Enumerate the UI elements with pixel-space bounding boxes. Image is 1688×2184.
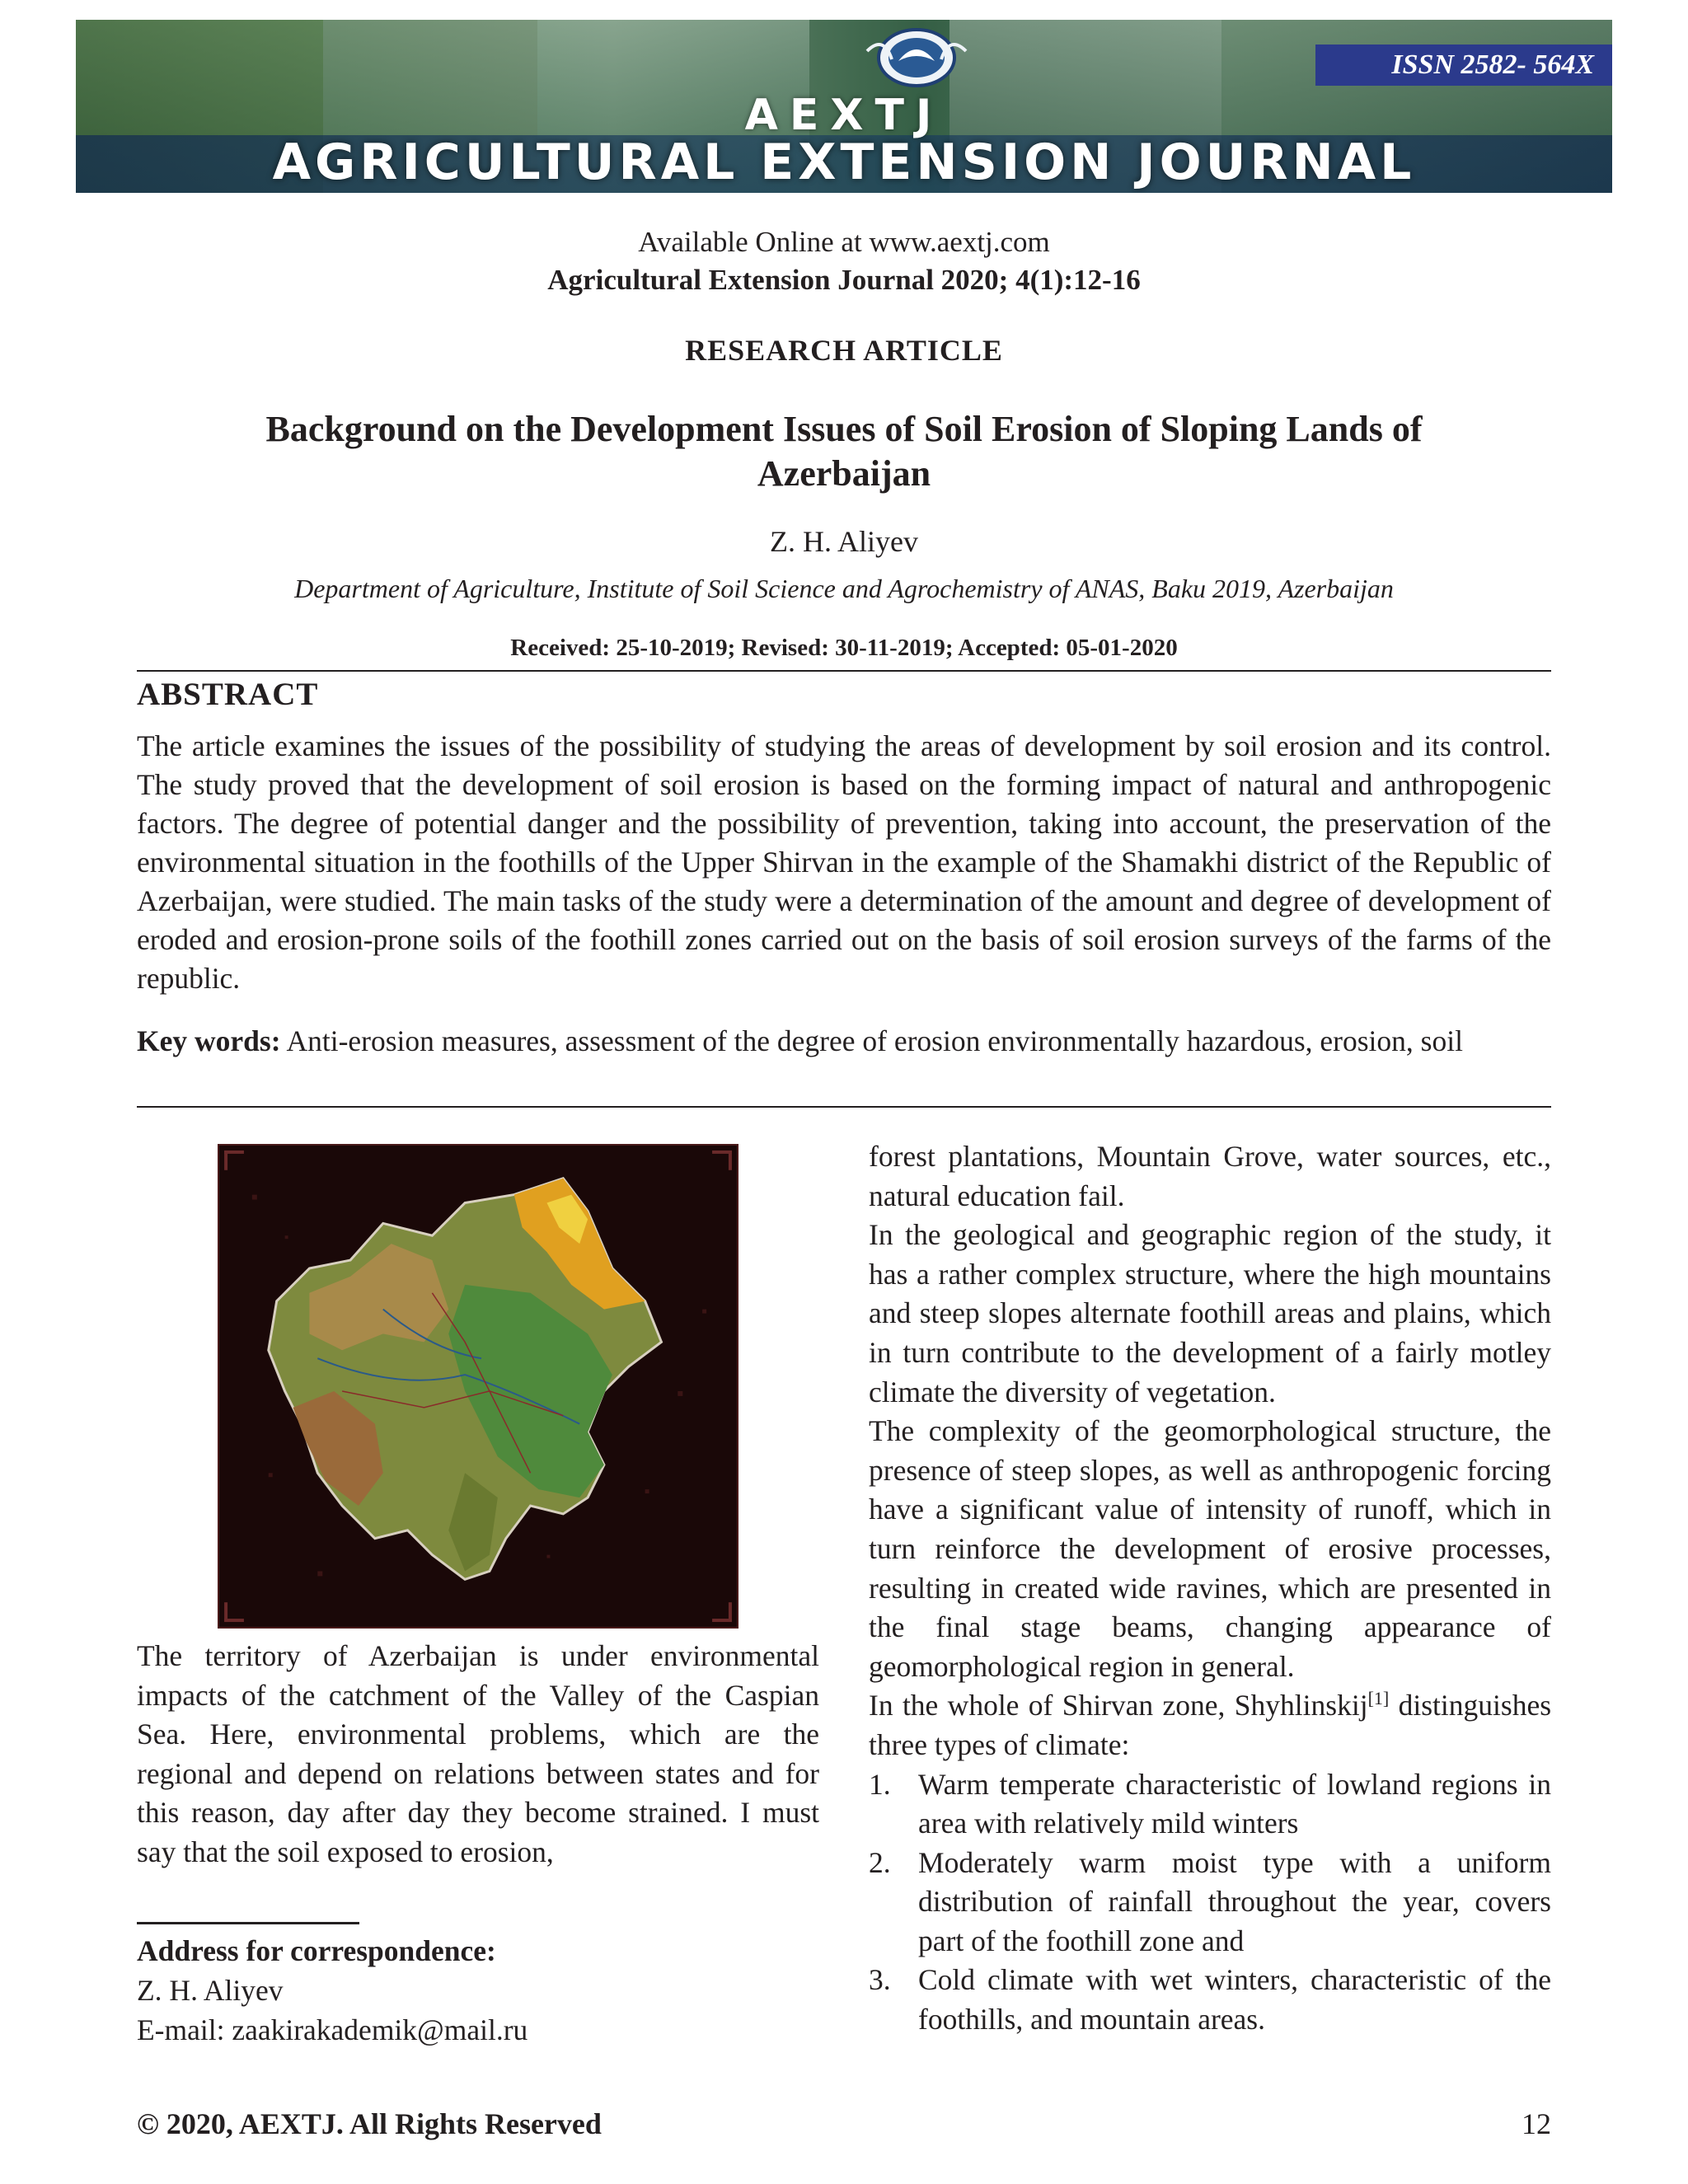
list-item [869, 1844, 1551, 1961]
list-number: 1. [869, 1767, 891, 1801]
climate-intro-text: In the whole of Shirvan zone, Shyhlinskij [869, 1689, 1368, 1722]
body-paragraph: In the geological and geographic region of the study, it has a rather complex structure, where the high mountains and steep slopes alternate foothill areas and plains, which in turn contribute to the development of a fairly motley climate the diversity of vegetation. [869, 1218, 1551, 1408]
correspondence-heading: Address for correspondence: [137, 1934, 496, 1967]
correspondence-email: E-mail: zaakirakademik@mail.ru [137, 2013, 528, 2046]
list-item [869, 1765, 1551, 1844]
climate-intro-end: distinguishes three types of climate: [869, 1689, 1552, 1761]
journal-acronym: AEXTJ [744, 91, 944, 140]
azerbaijan-relief-map [218, 1144, 738, 1629]
list-item [869, 1961, 1551, 2039]
copyright-notice: © 2020, AEXTJ. All Rights Reserved [137, 2107, 602, 2140]
body-left-paragraph: The territory of Azerbaijan is under environmental impacts of the catchment of the Valley of the Caspian Sea. Here, environmental problems, which are the regional and depend on relations between states and for this reason, day after day they become strained. I must say that the soil exposed to erosion, [137, 1639, 819, 1868]
journal-citation: Agricultural Extension Journal 2020; 4(1):12-16 [547, 264, 1141, 296]
issn-badge: ISSN 2582- 564X [1315, 45, 1612, 86]
article-dates: Received: 25-10-2019; Revised: 30-11-2019; Accepted: 05-01-2020 [510, 635, 1178, 661]
body-paragraph: forest plantations, Mountain Grove, water sources, etc., natural education fail. [869, 1140, 1551, 1212]
footnote-divider [137, 1922, 359, 1924]
body-paragraph [869, 1686, 1551, 1765]
correspondence-name: Z. H. Aliyev [137, 1974, 284, 2007]
article-title: Background on the Development Issues of Soil Erosion of Sloping Lands of Azerbaijan [265, 409, 1423, 494]
journal-logo-icon [834, 26, 999, 89]
list-item-text: Moderately warm moist type with a uniform distribution of rainfall throughout the year, covers part of the foothill zone and [918, 1845, 1551, 1957]
body-right-column [869, 1137, 1551, 2040]
body-paragraph: The complexity of the geomorphological structure, the presence of steep slopes, as well as anthropogenic forcing have a significant value of intensity of runoff, which in turn reinforce the development of erosive processes, resulting in created wide ravines, which are presented in the final stage beams, changing appearance of geomorphological region in general. [869, 1414, 1551, 1683]
keywords [137, 1022, 1551, 1061]
list-number: 3. [869, 1963, 891, 1997]
abstract-text: The article examines the issues of the possibility of studying the areas of development by soil erosion and its control. The study proved that the development of soil erosion is based on the forming impact of natural and anthropogenic factors. The degree of potential danger and the possibility of prevention, taking into account, the preservation of the environmental situation in the foothills of the Upper Shirvan in the example of the Shamakhi district of the Republic of Azerbaijan, were studied. The main tasks of the study were a determination of the amount and degree of development of eroded and erosion-prone soils of the foothill zones carried out on the basis of soil erosion surveys of the farms of the republic. [137, 729, 1551, 995]
available-online-line: Available Online at www.aextj.com [638, 226, 1050, 258]
keywords-label: Key words: [137, 1024, 281, 1057]
list-item-text: Warm temperate characteristic of lowland regions in area with relatively mild winters [918, 1767, 1551, 1840]
journal-name: AGRICULTURAL EXTENSION JOURNAL [272, 134, 1416, 191]
abstract-heading: ABSTRACT [137, 677, 319, 712]
climate-types-list [869, 1765, 1551, 2040]
keywords-list: Anti-erosion measures, assessment of the degree of erosion environmentally hazardous, erosion, soil [286, 1024, 1463, 1057]
divider [137, 670, 1551, 672]
article-author: Z. H. Aliyev [770, 525, 918, 558]
article-type: RESEARCH ARTICLE [685, 334, 1003, 367]
journal-banner [76, 20, 1612, 193]
list-item-text: Cold climate with wet winters, characteristic of the foothills, and mountain areas. [918, 1963, 1551, 2036]
citation-reference: [1] [1367, 1688, 1390, 1709]
author-affiliation: Department of Agriculture, Institute of Soil Science and Agrochemistry of ANAS, Baku 2019, Azerbaijan [294, 574, 1394, 603]
page-number: 12 [1522, 2107, 1551, 2140]
divider [137, 1106, 1551, 1108]
list-number: 2. [869, 1845, 891, 1879]
